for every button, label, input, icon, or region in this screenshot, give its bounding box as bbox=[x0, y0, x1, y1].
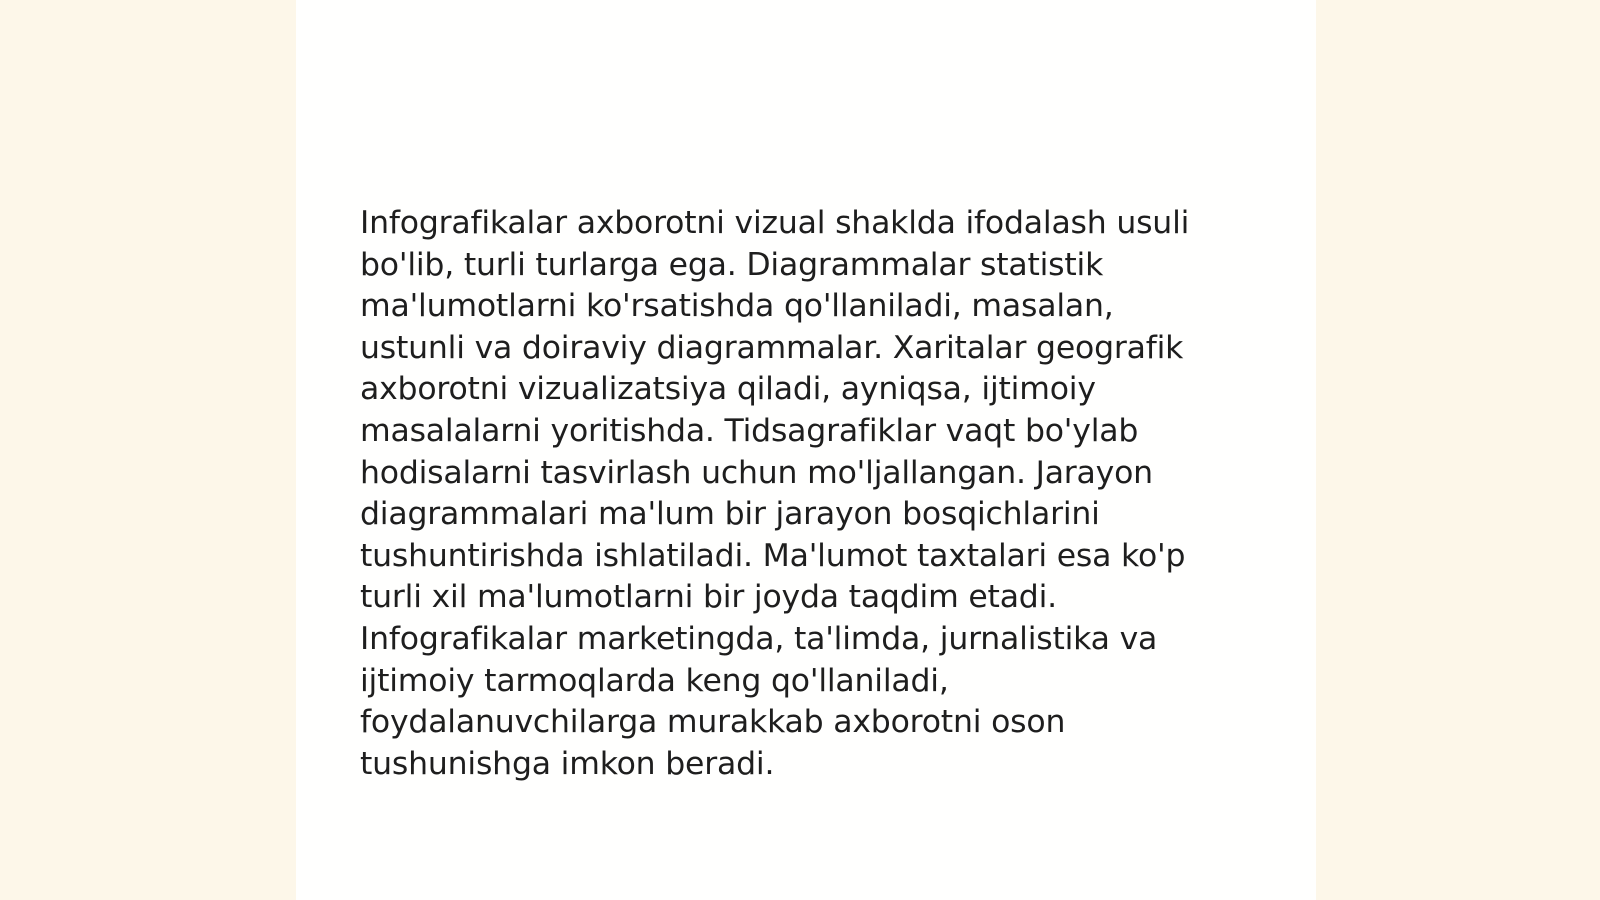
paragraph-line: tushunishga imkon beradi. bbox=[360, 745, 775, 782]
paragraph-line: ustunli va doiraviy diagrammalar. Xaritalar geografik bbox=[360, 329, 1184, 366]
paragraph-line: Infografikalar marketingda, ta'limda, jurnalistika va bbox=[360, 620, 1158, 657]
paragraph-line: axborotni vizualizatsiya qiladi, ayniqsa, ijtimoiy bbox=[360, 371, 1096, 408]
paragraph-line: tushuntirishda ishlatiladi. Ma'lumot taxtalari esa ko'p bbox=[360, 537, 1186, 574]
document-page bbox=[296, 0, 1316, 900]
left-margin bbox=[0, 0, 296, 900]
paragraph-line: diagrammalari ma'lum bir jarayon bosqichlarini bbox=[360, 496, 1100, 533]
paragraph-line: ma'lumotlarni ko'rsatishda qo'llaniladi, masalan, bbox=[360, 288, 1114, 325]
paragraph-line: turli xil ma'lumotlarni bir joyda taqdim etadi. bbox=[360, 579, 1057, 616]
paragraph-line: foydalanuvchilarga murakkab axborotni oson bbox=[360, 704, 1066, 741]
right-margin bbox=[1316, 0, 1600, 900]
paragraph-line: bo'lib, turli turlarga ega. Diagrammalar statistik bbox=[360, 246, 1104, 283]
body-paragraph bbox=[360, 203, 1260, 785]
paragraph-line: masalalarni yoritishda. Tidsagrafiklar vaqt bo'ylab bbox=[360, 412, 1139, 449]
paragraph-line: ijtimoiy tarmoqlarda keng qo'llaniladi, bbox=[360, 662, 949, 699]
paragraph-line: Infografikalar axborotni vizual shaklda ifodalash usuli bbox=[360, 205, 1190, 241]
paragraph-line: hodisalarni tasvirlash uchun mo'ljallangan. Jarayon bbox=[360, 454, 1153, 491]
